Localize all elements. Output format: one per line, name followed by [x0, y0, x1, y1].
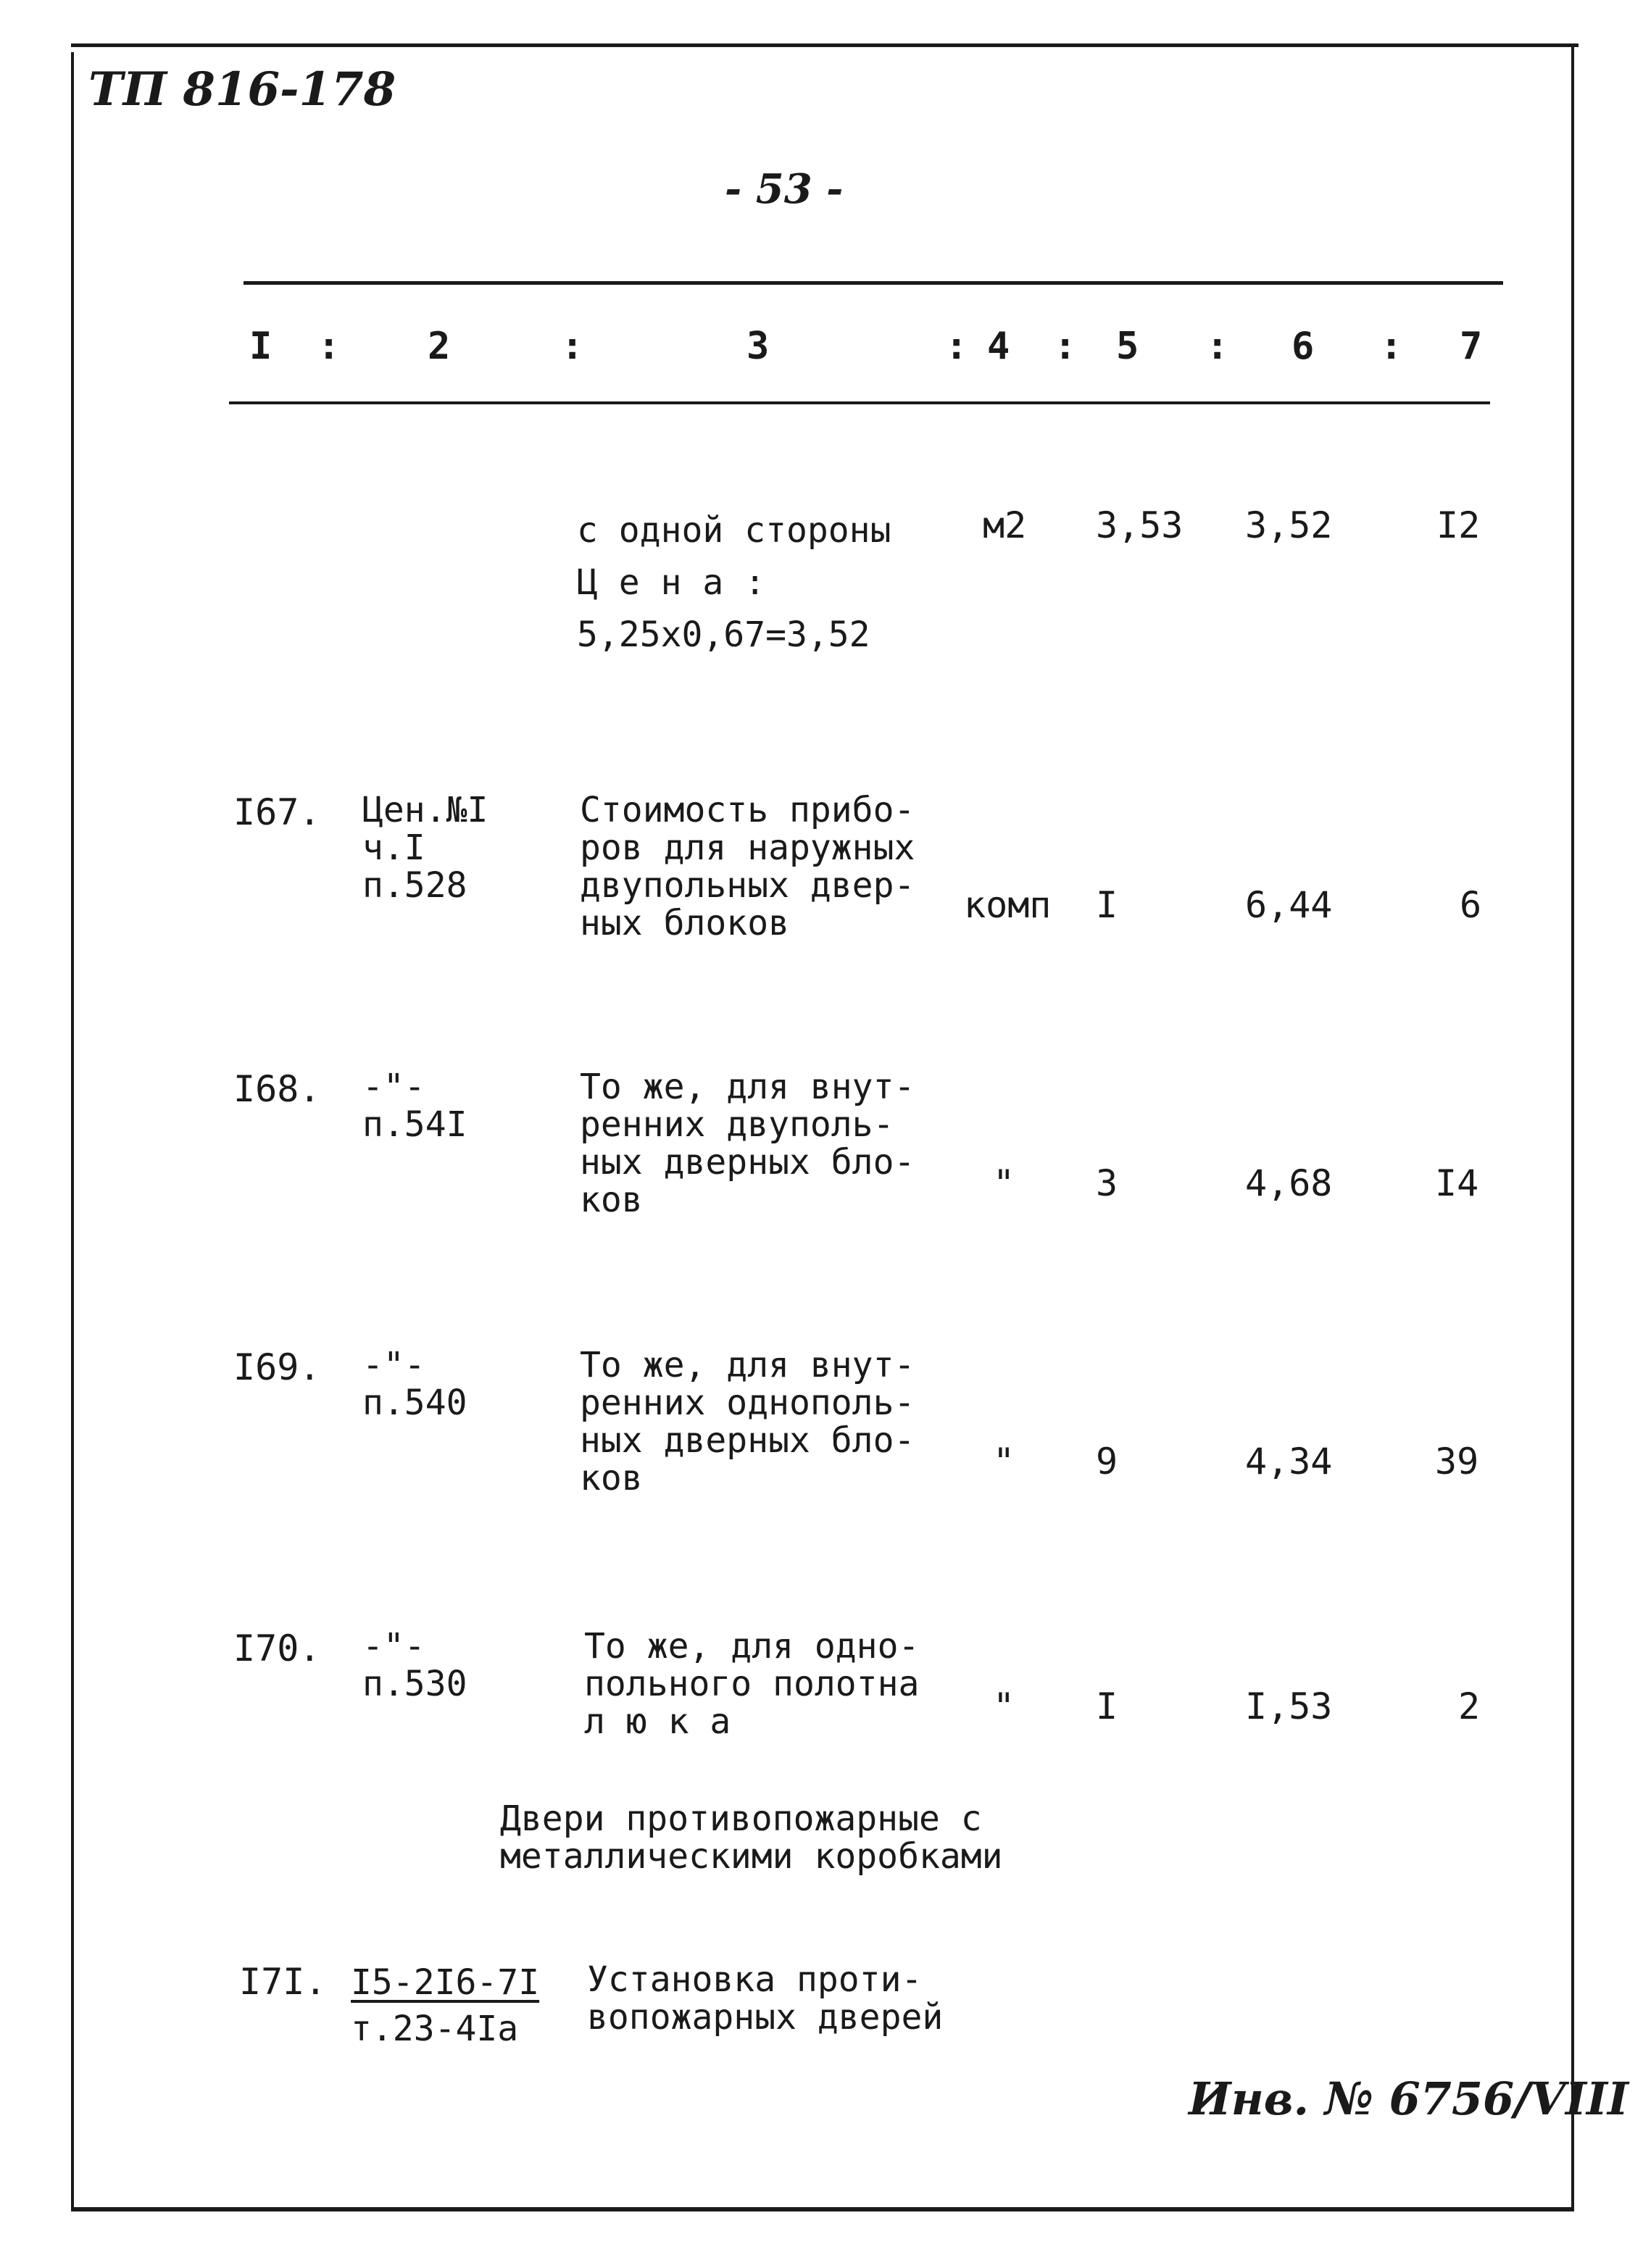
- document-code: ТП 816-178: [88, 62, 396, 117]
- section-heading: Двери противопожарные с металлическими коробками: [500, 1798, 1003, 1877]
- row-0-desc: с одной стороны Ц е н а : 5,25х0,67=3,52: [577, 510, 891, 655]
- row-4-desc: То же, для одно- польного полотна л ю к а: [584, 1626, 920, 1742]
- page-number: - 53 -: [725, 165, 844, 213]
- row-5-num: I7I.: [239, 1961, 327, 2003]
- row-2-unit: ": [993, 1162, 1015, 1204]
- row-4-qty: I: [1096, 1685, 1118, 1727]
- col-header-1: I: [249, 325, 273, 368]
- inventory-number: Инв. № 6756/VIII: [1189, 2072, 1629, 2125]
- row-4-price: I,53: [1245, 1685, 1333, 1727]
- row-2-qty: 3: [1096, 1162, 1118, 1204]
- row-3-price: 4,34: [1245, 1441, 1333, 1483]
- col-header-6: 6: [1291, 325, 1315, 368]
- col-header-5: 5: [1116, 325, 1139, 368]
- row-3-total: 39: [1435, 1441, 1479, 1483]
- row-4-unit: ": [993, 1685, 1015, 1727]
- col-header-4: 4: [987, 325, 1010, 368]
- header-rule-top: [244, 281, 1503, 285]
- row-4-ref: -"- п.530: [362, 1626, 467, 1704]
- row-3-num: I69.: [233, 1346, 321, 1388]
- row-1-desc: Стоимость прибо- ров для наружных двупольных двер- ных блоков: [580, 790, 915, 943]
- row-5-ref: I5-2I6-7I т.23-4Iа: [351, 1962, 540, 2049]
- row-3-qty: 9: [1096, 1441, 1118, 1483]
- row-2-total: I4: [1435, 1162, 1479, 1204]
- row-1-num: I67.: [233, 791, 321, 833]
- row-3-unit: ": [993, 1441, 1015, 1483]
- page-border-bottom: [71, 2207, 1574, 2211]
- row-0-qty: 3,53: [1096, 504, 1184, 546]
- page-border-left: [71, 52, 74, 2211]
- row-1-price: 6,44: [1245, 884, 1333, 926]
- header-rule-bottom: [229, 401, 1490, 404]
- row-0-unit: м2: [983, 504, 1027, 546]
- row-0-total: I2: [1436, 504, 1481, 546]
- row-2-price: 4,68: [1245, 1162, 1333, 1204]
- row-5-desc: Установка проти- вопожарных дверей: [587, 1959, 944, 2038]
- col-sep: :: [1380, 325, 1403, 368]
- page-border-top: [71, 43, 1578, 47]
- row-1-qty: I: [1096, 884, 1118, 926]
- row-3-ref: -"- п.540: [362, 1345, 467, 1423]
- col-sep: :: [945, 325, 968, 368]
- col-sep: :: [1206, 325, 1229, 368]
- col-header-3: 3: [746, 325, 770, 368]
- col-sep: :: [317, 325, 341, 368]
- row-2-desc: То же, для внут- ренних двуполь- ных дверных бло- ков: [580, 1067, 915, 1220]
- row-1-unit: комп: [964, 884, 1052, 926]
- row-1-total: 6: [1460, 884, 1482, 926]
- row-2-ref: -"- п.54I: [362, 1067, 467, 1145]
- col-sep: :: [561, 325, 584, 368]
- col-header-7: 7: [1460, 325, 1483, 368]
- row-2-num: I68.: [233, 1068, 321, 1110]
- row-1-ref: Цен.№I ч.I п.528: [362, 790, 488, 906]
- col-header-2: 2: [428, 325, 451, 368]
- row-4-num: I70.: [233, 1627, 321, 1669]
- page-border-right: [1571, 43, 1574, 2211]
- row-0-price: 3,52: [1245, 504, 1333, 546]
- row-4-total: 2: [1458, 1685, 1481, 1727]
- row-3-desc: То же, для внут- ренних однополь- ных дверных бло- ков: [580, 1345, 915, 1498]
- col-sep: :: [1054, 325, 1077, 368]
